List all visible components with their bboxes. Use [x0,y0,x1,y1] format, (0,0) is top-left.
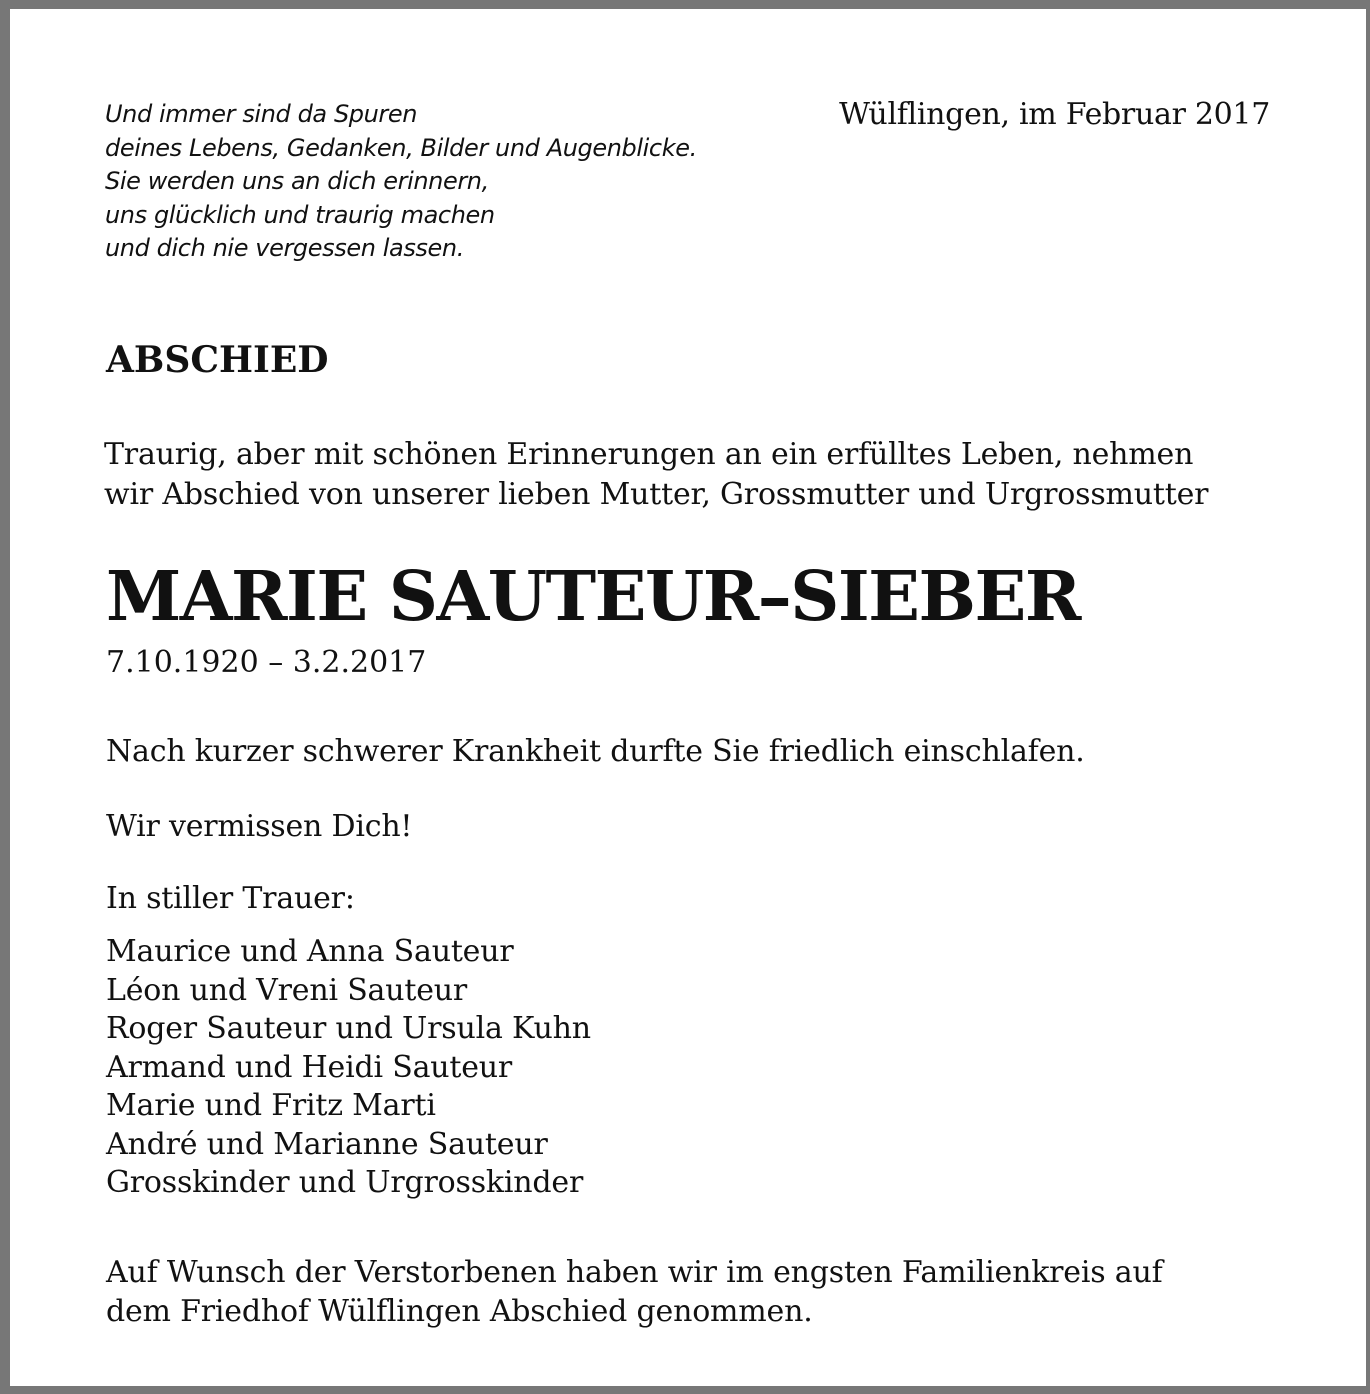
intro-text [104,435,1208,515]
poem-line: deines Lebens, Gedanken, Bilder und Augenblicke. [105,133,697,162]
mourner-item: Marie und Fritz Marti [106,1088,436,1123]
miss-text: Wir vermissen Dich! [106,809,413,844]
page-heading: ABSCHIED [106,339,329,381]
intro-line: wir Abschied von unserer lieben Mutter, Grossmutter und Urgrossmutter [104,477,1209,512]
place-date: Wülflingen, im Februar 2017 [839,97,1270,132]
mourner-item: Léon und Vreni Sauteur [106,972,468,1008]
poem [105,98,697,266]
mourner-item: Roger Sauteur und Ursula Kuhn [106,1011,591,1046]
closing-line: Auf Wunsch der Verstorbenen haben wir im engsten Familienkreis auf [106,1255,1163,1290]
mourner-item: Maurice und Anna Sauteur [106,934,514,969]
poem-line: und dich nie vergessen lassen. [105,234,464,262]
poem-line: Sie werden uns an dich erinnern, [105,167,489,195]
closing-line: dem Friedhof Wülflingen Abschied genommen. [106,1293,813,1329]
mourner-item: André und Marianne Sauteur [106,1126,548,1162]
poem-line: uns glücklich und traurig machen [105,200,495,229]
intro-line: Traurig, aber mit schönen Erinnerungen an ein erfülltes Leben, nehmen [104,437,1194,472]
deceased-name: MARIE SAUTEUR–SIEBER [106,557,1080,637]
life-dates: 7.10.1920 – 3.2.2017 [106,645,427,680]
mourner-item: Grosskinder und Urgrosskinder [106,1165,584,1200]
poem-line: Und immer sind da Spuren [105,100,418,128]
illness-text: Nach kurzer schwerer Krankheit durfte Sie friedlich einschlafen. [106,734,1085,769]
mourner-item: Armand und Heidi Sauteur [106,1049,513,1085]
mourning-label: In stiller Trauer: [106,881,355,916]
closing-text [106,1254,1163,1331]
mourners-list [106,933,591,1203]
